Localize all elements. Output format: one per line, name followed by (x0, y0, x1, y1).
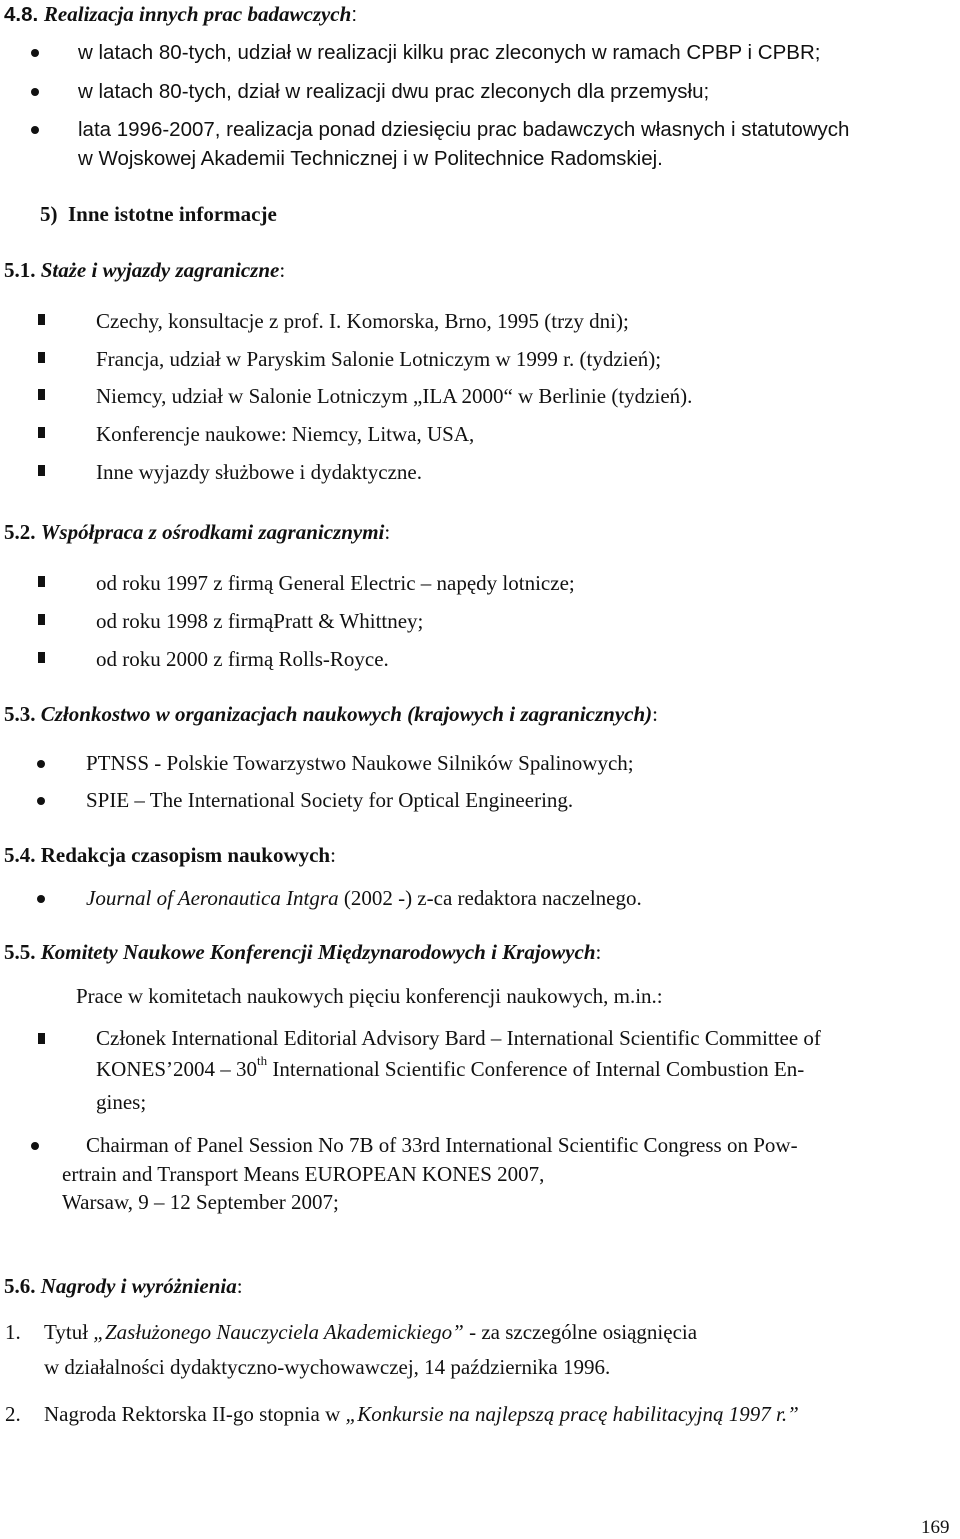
list-item: Konferencje naukowe: Niemcy, Litwa, USA, (96, 422, 475, 446)
list-item: Inne wyjazdy służbowe i dydaktyczne. (96, 460, 422, 484)
section-4-8-heading (4, 2, 357, 27)
list-item-continuation: ertrain and Transport Means EUROPEAN KONES 2007, (62, 1162, 545, 1186)
list-number: 2. (5, 1402, 21, 1426)
list-item: lata 1996-2007, realizacja ponad dziesięciu prac badawczych własnych i statutowych (78, 118, 850, 141)
section-title: Realizacja innych prac badawczych (43, 2, 352, 26)
bullet-dot (31, 126, 39, 134)
list-item-continuation (96, 1053, 805, 1082)
section-number: 5.5. (4, 940, 36, 964)
text-run: Tytuł (44, 1320, 94, 1344)
bullet-square (38, 389, 45, 400)
list-item-continuation: w Wojskowej Akademii Technicznej i w Politechnice Radomskiej. (78, 147, 663, 170)
list-item: Niemcy, udział w Salonie Lotniczym „ILA 2000“ w Berlinie (tydzień). (96, 384, 693, 408)
list-item-continuation: Warsaw, 9 – 12 September 2007; (62, 1190, 339, 1214)
section-colon: : (330, 843, 336, 867)
bullet-dot (31, 1142, 39, 1150)
section-title: Nagrody i wyróżnienia (40, 1274, 237, 1298)
bullet-dot (31, 88, 39, 96)
bullet-square (38, 652, 45, 663)
award-title: „Konkursie na najlepszą pracę habilitacyjną 1997 r.” (345, 1402, 799, 1426)
list-item: od roku 1998 z firmąPratt & Whittney; (96, 609, 424, 633)
bullet-square (38, 576, 45, 587)
page-number: 169 (921, 1517, 950, 1538)
section-colon: : (279, 258, 286, 282)
section-number: 5.3. (4, 702, 36, 726)
section-number: 5.6. (4, 1274, 36, 1298)
section-5-6-heading (4, 1274, 243, 1299)
bullet-square (38, 614, 45, 625)
section-number: 4.8. (4, 3, 39, 26)
journal-name: Journal of Aeronautica Intgra (86, 886, 339, 910)
section-colon: : (652, 702, 659, 726)
bullet-square (38, 1033, 45, 1044)
section-title: Redakcja czasopism naukowych (40, 843, 331, 867)
award-title: „Zasłużonego Nauczyciela Akademickiego” (93, 1320, 464, 1344)
list-item (44, 1402, 799, 1427)
intro-text: Prace w komitetach naukowych pięciu konferencji naukowych, m.in.: (76, 984, 663, 1008)
list-item: w latach 80-tych, dział w realizacji dwu prac zleconych dla przemysłu; (78, 80, 710, 103)
section-colon: : (236, 1274, 243, 1298)
list-item-continuation: w działalności dydaktyczno-wychowawczej, 14 października 1996. (44, 1355, 611, 1379)
text-run: KONES’2004 – 30 (96, 1057, 257, 1081)
bullet-square (38, 352, 45, 363)
list-item: w latach 80-tych, udział w realizacji kilku prac zleconych w ramach CPBP i CPBR; (78, 41, 821, 64)
list-item-continuation: gines; (96, 1090, 147, 1114)
section-5-1-heading (4, 258, 285, 283)
list-item: PTNSS - Polskie Towarzystwo Naukowe Silników Spalinowych; (86, 751, 634, 775)
bullet-square (38, 314, 45, 325)
section-colon: : (595, 940, 602, 964)
list-item: Chairman of Panel Session No 7B of 33rd International Scientific Congress on Pow- (86, 1133, 798, 1157)
list-item: Członek International Editorial Advisory Bard – International Scientific Committee of (96, 1026, 821, 1050)
section-title: Współpraca z ośrodkami zagranicznymi (40, 520, 385, 544)
bullet-square (38, 465, 45, 476)
bullet-dot (37, 797, 45, 805)
section-5-4-heading (4, 843, 336, 868)
section-number: 5.4. (4, 843, 36, 867)
list-item (86, 886, 642, 911)
section-title: Członkostwo w organizacjach naukowych (krajowych i zagranicznych) (40, 702, 653, 726)
section-colon: : (351, 3, 358, 26)
section-5-2-heading (4, 520, 390, 545)
bullet-dot (37, 895, 45, 903)
list-item: od roku 2000 z firmą Rolls-Royce. (96, 647, 389, 671)
list-item: SPIE – The International Society for Optical Engineering. (86, 788, 574, 812)
text-run: - za szczególne osiągnięcia (463, 1320, 698, 1344)
section-number: 5.2. (4, 520, 36, 544)
section-title: Komitety Naukowe Konferencji Międzynarodowych i Krajowych (40, 940, 596, 964)
list-item (44, 1320, 697, 1345)
section-5-5-heading (4, 940, 601, 965)
chapter-heading: 5) Inne istotne informacje (40, 202, 277, 226)
section-colon: : (384, 520, 391, 544)
bullet-square (38, 427, 45, 438)
superscript: th (257, 1053, 268, 1068)
list-item: Czechy, konsultacje z prof. I. Komorska, Brno, 1995 (trzy dni); (96, 309, 629, 333)
section-title: Staże i wyjazdy zagraniczne (40, 258, 280, 282)
list-item: Francja, udział w Paryskim Salonie Lotniczym w 1999 r. (tydzień); (96, 347, 662, 371)
text-run: Nagroda Rektorska II-go stopnia w (44, 1402, 346, 1426)
bullet-dot (31, 49, 39, 57)
section-number: 5.1. (4, 258, 36, 282)
list-item: od roku 1997 z firmą General Electric – napędy lotnicze; (96, 571, 575, 595)
bullet-dot (37, 760, 45, 768)
section-5-3-heading (4, 702, 658, 727)
list-number: 1. (5, 1320, 21, 1344)
text-run: International Scientific Conference of Internal Combustion En- (267, 1057, 805, 1081)
journal-role: (2002 -) z-ca redaktora naczelnego. (338, 886, 642, 910)
